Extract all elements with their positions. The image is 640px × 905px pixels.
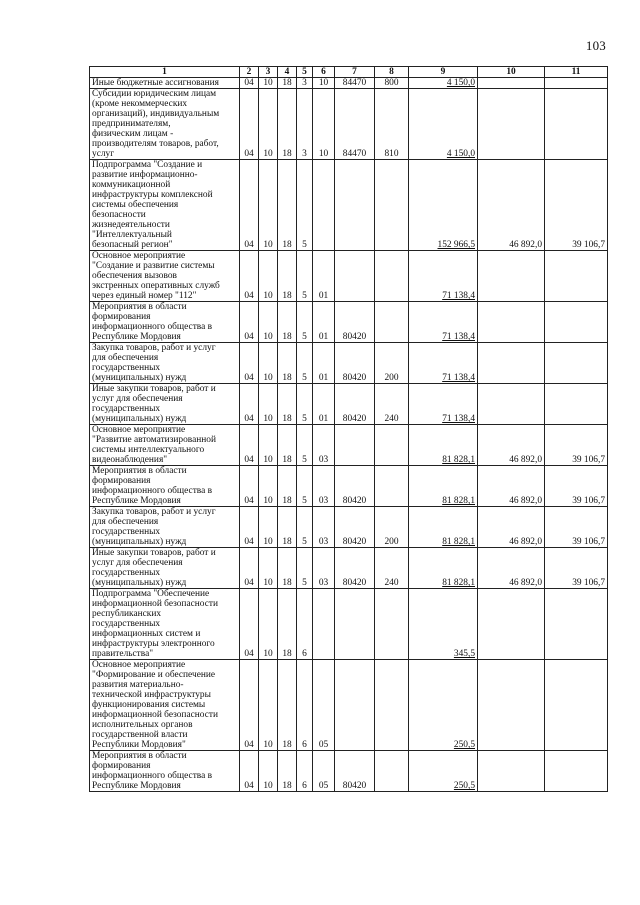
code-cell: 3: [297, 78, 313, 89]
code-cell: 04: [240, 89, 259, 160]
code-cell: 3: [297, 89, 313, 160]
amount-cell: [478, 660, 545, 751]
code-cell: 18: [278, 425, 297, 466]
table-row: [90, 160, 608, 251]
code-cell: 80420: [335, 507, 375, 548]
amount-cell: [545, 302, 608, 343]
row-description: Основное мероприятие "Формирование и обеспечение развития материально- технической инфраструктуры функционирования системы информационной безопасности исполнительных органов государственной власти Республики Мордовия": [90, 660, 240, 751]
code-cell: 18: [278, 466, 297, 507]
table-row: [90, 507, 608, 548]
code-cell: [375, 751, 409, 792]
amount-cell: 46 892,0: [478, 160, 545, 251]
column-header: 2: [240, 67, 259, 78]
code-cell: [375, 160, 409, 251]
code-cell: 18: [278, 384, 297, 425]
code-cell: 03: [313, 466, 335, 507]
code-cell: 04: [240, 466, 259, 507]
amount-cell: 152 966,5: [409, 160, 478, 251]
amount-cell: 81 828,1: [409, 548, 478, 589]
code-cell: 5: [297, 384, 313, 425]
code-cell: 18: [278, 343, 297, 384]
code-cell: 04: [240, 507, 259, 548]
row-description: Основное мероприятие "Создание и развитие системы обеспечения вызовов экстренных оперативных служб через единый номер "112": [90, 251, 240, 302]
column-header: 6: [313, 67, 335, 78]
code-cell: 6: [297, 751, 313, 792]
code-cell: 01: [313, 384, 335, 425]
code-cell: 5: [297, 548, 313, 589]
row-description: Иные закупки товаров, работ и услуг для обеспечения государственных (муниципальных) нужд: [90, 384, 240, 425]
amount-cell: [478, 384, 545, 425]
table-row: [90, 425, 608, 466]
code-cell: 18: [278, 302, 297, 343]
amount-cell: 39 106,7: [545, 425, 608, 466]
code-cell: 800: [375, 78, 409, 89]
amount-cell: 81 828,1: [409, 466, 478, 507]
code-cell: 80420: [335, 466, 375, 507]
code-cell: 03: [313, 425, 335, 466]
amount-cell: [545, 78, 608, 89]
amount-cell: [545, 751, 608, 792]
page-number: 103: [585, 38, 606, 53]
table-row: [90, 251, 608, 302]
row-description: Закупка товаров, работ и услуг для обеспечения государственных (муниципальных) нужд: [90, 507, 240, 548]
code-cell: 810: [375, 89, 409, 160]
code-cell: 10: [259, 78, 278, 89]
amount-cell: 39 106,7: [545, 466, 608, 507]
table-header-row: [90, 67, 608, 78]
amount-cell: 39 106,7: [545, 160, 608, 251]
row-description: Подпрограмма "Обеспечение информационной безопасности республиканских государственных информационных систем и инфраструктуры электронного правительства": [90, 589, 240, 660]
amount-cell: 46 892,0: [478, 466, 545, 507]
amount-cell: 250,5: [409, 751, 478, 792]
code-cell: 10: [259, 660, 278, 751]
code-cell: 240: [375, 384, 409, 425]
amount-cell: [545, 660, 608, 751]
code-cell: 04: [240, 751, 259, 792]
amount-cell: 39 106,7: [545, 507, 608, 548]
code-cell: 200: [375, 507, 409, 548]
table-row: [90, 89, 608, 160]
code-cell: 10: [259, 302, 278, 343]
code-cell: [375, 425, 409, 466]
column-header: 1: [90, 67, 240, 78]
code-cell: 80420: [335, 751, 375, 792]
code-cell: 04: [240, 78, 259, 89]
code-cell: 6: [297, 660, 313, 751]
code-cell: 10: [259, 343, 278, 384]
code-cell: 5: [297, 160, 313, 251]
table-row: [90, 589, 608, 660]
code-cell: 10: [313, 78, 335, 89]
code-cell: 03: [313, 507, 335, 548]
code-cell: 5: [297, 507, 313, 548]
amount-cell: [478, 78, 545, 89]
code-cell: 10: [259, 507, 278, 548]
code-cell: 10: [259, 589, 278, 660]
code-cell: 5: [297, 466, 313, 507]
code-cell: 04: [240, 548, 259, 589]
row-description: Мероприятия в области формирования информационного общества в Республике Мордовия: [90, 302, 240, 343]
code-cell: 01: [313, 302, 335, 343]
code-cell: [375, 302, 409, 343]
code-cell: 01: [313, 251, 335, 302]
amount-cell: 46 892,0: [478, 548, 545, 589]
code-cell: [335, 251, 375, 302]
code-cell: 18: [278, 589, 297, 660]
column-header: 10: [478, 67, 545, 78]
code-cell: 03: [313, 548, 335, 589]
table-row: [90, 466, 608, 507]
column-header: 3: [259, 67, 278, 78]
code-cell: 04: [240, 302, 259, 343]
code-cell: 04: [240, 251, 259, 302]
amount-cell: 81 828,1: [409, 425, 478, 466]
amount-cell: [478, 302, 545, 343]
table-row: [90, 751, 608, 792]
code-cell: [335, 160, 375, 251]
code-cell: 04: [240, 660, 259, 751]
amount-cell: [545, 89, 608, 160]
code-cell: 04: [240, 343, 259, 384]
amount-cell: [478, 751, 545, 792]
code-cell: 5: [297, 425, 313, 466]
code-cell: 5: [297, 302, 313, 343]
code-cell: 80420: [335, 548, 375, 589]
code-cell: 200: [375, 343, 409, 384]
code-cell: [335, 589, 375, 660]
row-description: Иные закупки товаров, работ и услуг для обеспечения государственных (муниципальных) нужд: [90, 548, 240, 589]
code-cell: 5: [297, 343, 313, 384]
amount-cell: [545, 343, 608, 384]
code-cell: 04: [240, 589, 259, 660]
code-cell: 10: [259, 160, 278, 251]
code-cell: [375, 660, 409, 751]
code-cell: 5: [297, 251, 313, 302]
amount-cell: [478, 589, 545, 660]
row-description: Субсидии юридическим лицам (кроме некоммерческих организаций), индивидуальным предпринимателям, физическим лицам - производителям товаров, работ, услуг: [90, 89, 240, 160]
code-cell: 04: [240, 384, 259, 425]
column-header: 7: [335, 67, 375, 78]
code-cell: 18: [278, 78, 297, 89]
code-cell: [335, 660, 375, 751]
code-cell: 04: [240, 425, 259, 466]
table-row: [90, 660, 608, 751]
code-cell: 10: [313, 89, 335, 160]
code-cell: 18: [278, 160, 297, 251]
column-header: 9: [409, 67, 478, 78]
table-row: [90, 78, 608, 89]
amount-cell: [478, 251, 545, 302]
amount-cell: 46 892,0: [478, 425, 545, 466]
amount-cell: 4 150,0: [409, 78, 478, 89]
code-cell: 18: [278, 89, 297, 160]
amount-cell: [478, 343, 545, 384]
row-description: Подпрограмма "Создание и развитие информационно- коммуникационной инфраструктуры комплексной системы обеспечения безопасности жизнедеятельности "Интеллектуальный безопасный регион": [90, 160, 240, 251]
code-cell: 10: [259, 384, 278, 425]
code-cell: 10: [259, 751, 278, 792]
amount-cell: 250,5: [409, 660, 478, 751]
code-cell: 05: [313, 660, 335, 751]
code-cell: [313, 589, 335, 660]
table-row: [90, 302, 608, 343]
code-cell: 18: [278, 507, 297, 548]
code-cell: 01: [313, 343, 335, 384]
code-cell: 10: [259, 548, 278, 589]
amount-cell: [478, 89, 545, 160]
code-cell: 240: [375, 548, 409, 589]
table-row: [90, 343, 608, 384]
code-cell: 80420: [335, 384, 375, 425]
amount-cell: 39 106,7: [545, 548, 608, 589]
column-header: 5: [297, 67, 313, 78]
code-cell: 80420: [335, 302, 375, 343]
amount-cell: 71 138,4: [409, 343, 478, 384]
code-cell: 05: [313, 751, 335, 792]
table-row: [90, 384, 608, 425]
code-cell: 18: [278, 548, 297, 589]
budget-table: [89, 66, 608, 792]
amount-cell: 71 138,4: [409, 384, 478, 425]
code-cell: [313, 160, 335, 251]
amount-cell: 46 892,0: [478, 507, 545, 548]
row-description: Иные бюджетные ассигнования: [90, 78, 240, 89]
code-cell: [375, 589, 409, 660]
code-cell: 18: [278, 660, 297, 751]
amount-cell: 71 138,4: [409, 251, 478, 302]
row-description: Мероприятия в области формирования информационного общества в Республике Мордовия: [90, 751, 240, 792]
code-cell: 10: [259, 89, 278, 160]
code-cell: 10: [259, 425, 278, 466]
column-header: 11: [545, 67, 608, 78]
amount-cell: [545, 251, 608, 302]
amount-cell: [545, 589, 608, 660]
row-description: Закупка товаров, работ и услуг для обеспечения государственных (муниципальных) нужд: [90, 343, 240, 384]
code-cell: [375, 251, 409, 302]
code-cell: 10: [259, 466, 278, 507]
code-cell: [375, 466, 409, 507]
code-cell: 84470: [335, 89, 375, 160]
amount-cell: 4 150,0: [409, 89, 478, 160]
amount-cell: [545, 384, 608, 425]
table-row: [90, 548, 608, 589]
column-header: 8: [375, 67, 409, 78]
amount-cell: 345,5: [409, 589, 478, 660]
code-cell: 80420: [335, 343, 375, 384]
row-description: Мероприятия в области формирования информационного общества в Республике Мордовия: [90, 466, 240, 507]
code-cell: 10: [259, 251, 278, 302]
code-cell: 18: [278, 251, 297, 302]
amount-cell: 71 138,4: [409, 302, 478, 343]
column-header: 4: [278, 67, 297, 78]
table-body: [90, 78, 608, 792]
code-cell: [335, 425, 375, 466]
code-cell: 6: [297, 589, 313, 660]
row-description: Основное мероприятие "Развитие автоматизированной системы интеллектуального видеонаблюдения": [90, 425, 240, 466]
code-cell: 04: [240, 160, 259, 251]
amount-cell: 81 828,1: [409, 507, 478, 548]
code-cell: 84470: [335, 78, 375, 89]
code-cell: 18: [278, 751, 297, 792]
